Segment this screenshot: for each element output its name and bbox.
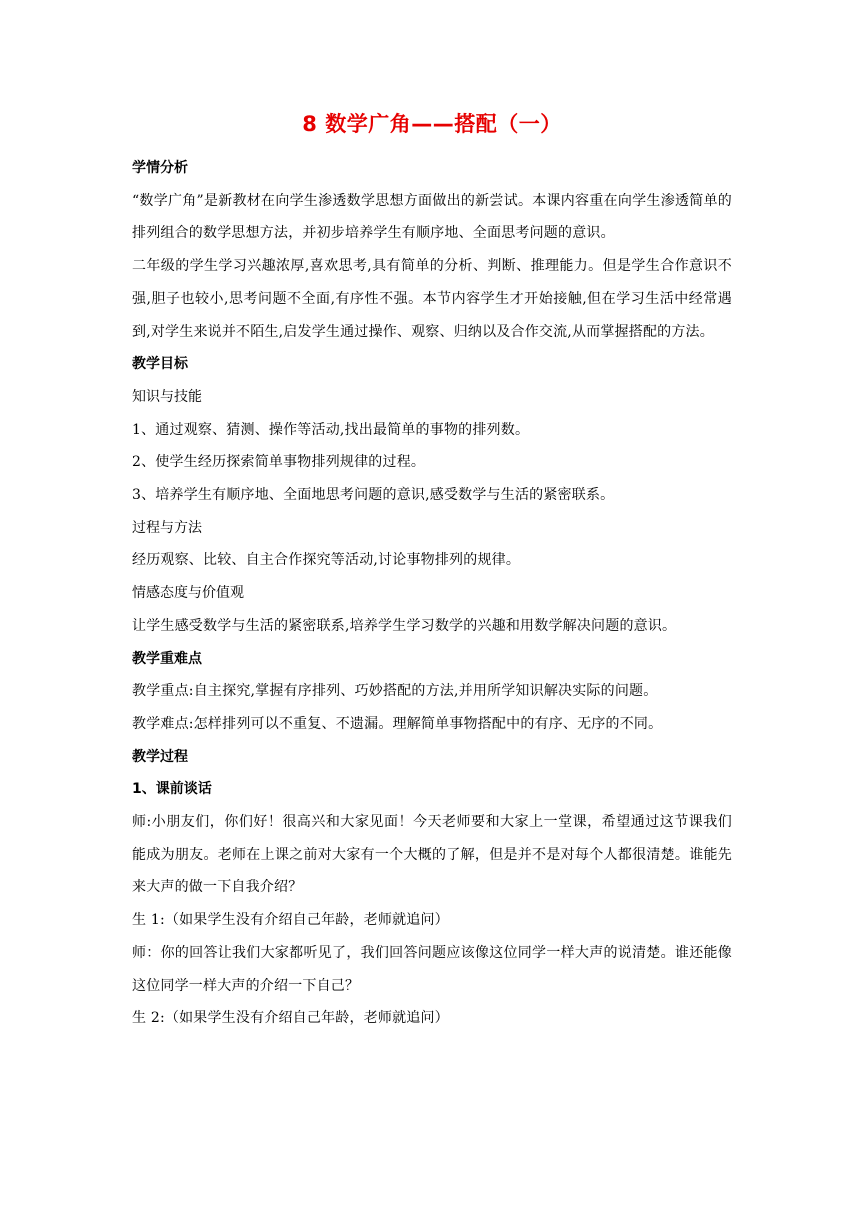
analysis-paragraph-2: 二年级的学生学习兴趣浓厚,喜欢思考,具有简单的分析、判断、推理能力。但是学生合作意识不强,胆子也较小,思考问题不全面,有序性不强。本节内容学生才开始接触,但在学习生活中经常遇到,对学生来说并不陌生,启发学生通过操作、观察、归纳以及合作交流,从而掌握搭配的方法。 — [132, 258, 732, 340]
goal-item-3: 3、培养学生有顺序地、全面地思考问题的意识,感受数学与生活的紧密联系。 — [132, 487, 615, 504]
difficult-point-text: 教学难点:怎样排列可以不重复、不遗漏。理解简单事物搭配中的有序、无序的不同。 — [132, 715, 663, 732]
subheading-process: 过程与方法 — [132, 519, 202, 536]
dialog-line-2: 生 1:（如果学生没有介绍自己年龄，老师就追问） — [132, 912, 449, 929]
section-heading-goals: 教学目标 — [132, 356, 188, 373]
section-heading-process: 教学过程 — [132, 748, 188, 765]
dialog-line-1: 师:小朋友们，你们好！很高兴和大家见面！今天老师要和大家上一堂课，希望通过这节课我们能成为朋友。老师在上课之前对大家有一个大概的了解，但是并不是对每个人都很清楚。谁能先来大声的做一下自我介绍？ — [132, 814, 732, 896]
subheading-knowledge: 知识与技能 — [132, 388, 202, 405]
goal-item-1: 1、通过观察、猜测、操作等活动,找出最简单的事物的排列数。 — [132, 421, 530, 438]
section-heading-analysis: 学情分析 — [132, 160, 188, 176]
step-heading-1: 1、课前谈话 — [132, 781, 212, 798]
key-point-text: 教学重点:自主探究,掌握有序排列、巧妙搭配的方法,并用所学知识解决实际的问题。 — [132, 683, 658, 700]
document-page — [132, 110, 732, 1035]
process-text: 经历观察、比较、自主合作探究等活动,讨论事物排列的规律。 — [132, 552, 521, 569]
section-heading-key-points: 教学重难点 — [132, 650, 202, 667]
analysis-paragraph-1: “数学广角”是新教材在向学生渗透数学思想方面做出的新尝试。本课内容重在向学生渗透简单的排列组合的数学思想方法，并初步培养学生有顺序地、全面思考问题的意识。 — [132, 192, 732, 242]
goal-item-2: 2、使学生经历探索简单事物排列规律的过程。 — [132, 454, 426, 471]
dialog-line-3: 师：你的回答让我们大家都听见了，我们回答问题应该像这位同学一样大声的说清楚。谁还能像这位同学一样大声的介绍一下自己？ — [132, 944, 732, 994]
emotion-text: 让学生感受数学与生活的紧密联系,培养学生学习数学的兴趣和用数学解决问题的意识。 — [132, 617, 677, 634]
dialog-line-4: 生 2:（如果学生没有介绍自己年龄，老师就追问） — [132, 1010, 449, 1027]
document-title: 8 数学广角——搭配（一） — [302, 112, 562, 136]
subheading-emotion: 情感态度与价值观 — [132, 585, 244, 602]
